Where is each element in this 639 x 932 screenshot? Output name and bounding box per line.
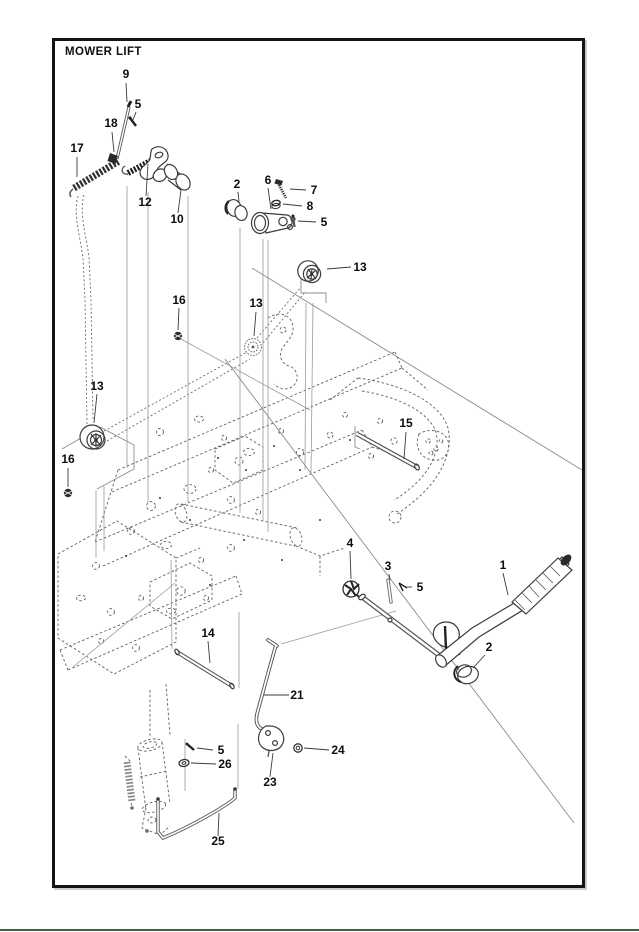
callout-2-6: 2: [233, 177, 241, 191]
callout-16-15: 16: [61, 452, 75, 466]
part-23-bracket: [259, 726, 284, 757]
callout-15-16: 15: [399, 416, 413, 430]
callout-26-25: 26: [218, 757, 232, 771]
callout-2-21: 2: [485, 640, 493, 654]
callout-leader-15-16: [404, 432, 406, 459]
callout-8-9: 8: [306, 199, 314, 213]
part-21-rod: [256, 640, 277, 730]
callout-leader-13-11: [327, 267, 351, 269]
callout-leader-5-1: [133, 112, 136, 120]
callout-18-2: 18: [104, 116, 118, 130]
chassis-phantom: [58, 314, 449, 736]
callout-leader-6-7: [268, 188, 271, 209]
callout-9-0: 9: [122, 67, 130, 81]
part-26-nut: [178, 759, 189, 767]
callout-leader-4-17: [350, 551, 351, 579]
callout-leader-26-25: [191, 763, 216, 764]
callout-5-1: 5: [134, 97, 142, 111]
callout-14-22: 14: [201, 626, 215, 640]
part-5-pin-bottom: [186, 743, 194, 750]
part-4-cam: [343, 581, 361, 599]
callout-leader-5-10: [298, 221, 316, 222]
callout-leader-14-22: [208, 641, 210, 663]
callout-layer: [61, 67, 508, 848]
part-7-bolt: [274, 179, 286, 198]
callout-leader-2-6: [238, 192, 239, 202]
callout-leader-10-5: [178, 190, 181, 213]
part-9-rod: [117, 101, 131, 159]
part-2-bushing-left: [225, 198, 249, 222]
part-5-cotter-right: [399, 583, 407, 591]
callout-leader-13-13: [254, 312, 256, 336]
callout-1-20: 1: [499, 558, 507, 572]
callout-leader-24-26: [304, 748, 329, 750]
part-5-pin-top: [128, 116, 136, 126]
callout-leader-9-0: [126, 83, 127, 102]
part-14-rod: [174, 649, 235, 690]
callout-13-13: 13: [249, 296, 263, 310]
callout-13-14: 13: [90, 379, 104, 393]
part-16-nut-left: [64, 489, 72, 497]
callout-25-28: 25: [211, 834, 225, 848]
part-2-cap-right: [454, 663, 480, 686]
callout-12-4: 12: [138, 195, 152, 209]
callout-16-12: 16: [172, 293, 186, 307]
phantom-cylinder-assembly: [125, 737, 170, 835]
callout-21-23: 21: [290, 688, 304, 702]
position-lines: [73, 186, 582, 823]
callout-10-5: 10: [170, 212, 184, 226]
callout-leader-25-28: [218, 813, 219, 836]
part-8-nut: [271, 200, 280, 210]
part-16-nut-top: [174, 332, 182, 340]
callout-23-27: 23: [263, 775, 277, 789]
callout-leader-2-21: [473, 655, 485, 668]
callout-leader-16-12: [178, 308, 179, 330]
diagram-title: MOWER LIFT: [65, 46, 142, 58]
lever-shaft: [358, 593, 444, 659]
callout-leader-8-9: [283, 204, 302, 206]
callout-leader-1-20: [503, 573, 508, 595]
mower-lift-diagram: [55, 41, 582, 885]
callout-6-7: 6: [264, 173, 272, 187]
callout-leader-18-2: [112, 132, 114, 152]
callout-5-24: 5: [217, 743, 225, 757]
part-6-hub: [252, 213, 296, 234]
footer-rule: [0, 929, 639, 931]
diagram-frame: [52, 38, 585, 888]
callout-24-26: 24: [331, 743, 345, 757]
callout-leader-7-8: [290, 189, 306, 190]
callout-leader-5-24: [197, 748, 213, 750]
callout-5-10: 5: [320, 215, 328, 229]
callout-4-17: 4: [346, 536, 354, 550]
callout-leader-13-14: [94, 394, 97, 423]
part-13-pulley-mid: [245, 339, 262, 356]
part-13-pulley-top: [298, 261, 326, 303]
callout-3-18: 3: [384, 559, 392, 573]
callout-5-19: 5: [416, 580, 424, 594]
callout-leader-23-27: [270, 753, 273, 777]
callout-17-3: 17: [70, 141, 84, 155]
callout-7-8: 7: [310, 183, 318, 197]
part-15-rod: [355, 426, 420, 471]
part-24-nut: [294, 744, 302, 752]
part-3-pin: [388, 580, 391, 602]
callout-13-11: 13: [353, 260, 367, 274]
